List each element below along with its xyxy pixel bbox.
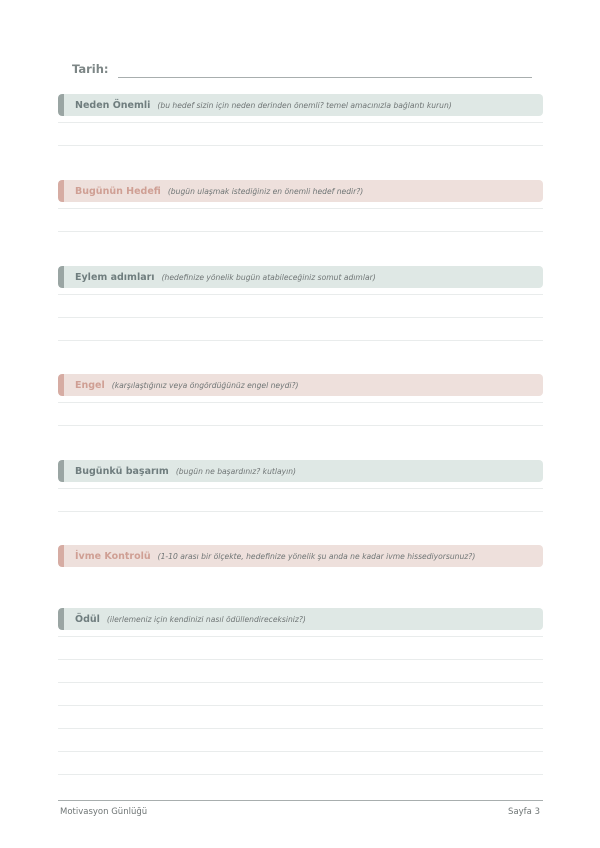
writing-line[interactable] [58,774,543,775]
writing-line[interactable] [58,751,543,752]
writing-line[interactable] [58,340,543,341]
writing-line[interactable] [58,317,543,318]
section-title: Eylem adımları [75,271,155,283]
writing-line[interactable] [58,705,543,706]
footer-divider [58,800,543,801]
writing-line[interactable] [58,425,543,426]
writing-line[interactable] [58,728,543,729]
writing-line[interactable] [58,145,543,146]
section-accent-bar [58,608,64,630]
section-hint: (1-10 arası bir ölçekte, hedefinize yönelik şu anda ne kadar ivme hissediyorsunuz?) [157,551,476,561]
section-hint: (ilerlemeniz için kendinizi nasıl ödüllendireceksiniz?) [106,614,306,624]
footer-page-number: Sayfa 3 [508,807,540,817]
writing-line[interactable] [58,402,543,403]
footer-journal-title: Motivasyon Günlüğü [60,807,148,817]
section-accent-bar [58,460,64,482]
section-hint: (bu hedef sizin için neden derinden önemli? temel amacınızla bağlantı kurun) [157,100,452,110]
section-hint: (bugün ulaşmak istediğiniz en önemli hedef nedir?) [167,186,364,196]
section-header-momentum-check [58,545,543,567]
section-title: Neden Önemli [75,99,151,111]
section-header-obstacle [58,374,543,396]
writing-line[interactable] [58,659,543,660]
date-input-line[interactable] [118,77,532,78]
writing-line[interactable] [58,231,543,232]
section-header-todays-goal [58,180,543,202]
writing-line[interactable] [58,511,543,512]
section-hint: (karşılaştığınız veya öngördüğünüz engel neydi?) [111,380,299,390]
section-header-why-important [58,94,543,116]
section-accent-bar [58,94,64,116]
section-title: Bugünkü başarım [75,465,169,477]
section-accent-bar [58,545,64,567]
section-title: Ödül [75,613,100,625]
section-header-reward [58,608,543,630]
writing-line[interactable] [58,636,543,637]
section-accent-bar [58,374,64,396]
section-title: Engel [75,379,105,391]
date-label: Tarih: [72,62,109,76]
section-hint: (bugün ne başardınız? kutlayın) [175,466,297,476]
date-row [72,62,532,82]
section-title: İvme Kontrolü [75,550,151,562]
writing-line[interactable] [58,294,543,295]
writing-line[interactable] [58,122,543,123]
section-accent-bar [58,266,64,288]
section-accent-bar [58,180,64,202]
section-header-action-steps [58,266,543,288]
section-hint: (hedefinize yönelik bugün atabileceğiniz somut adımlar) [161,272,376,282]
section-header-todays-achievement [58,460,543,482]
writing-line[interactable] [58,682,543,683]
section-title: Bugünün Hedefi [75,185,161,197]
writing-line[interactable] [58,208,543,209]
writing-line[interactable] [58,488,543,489]
